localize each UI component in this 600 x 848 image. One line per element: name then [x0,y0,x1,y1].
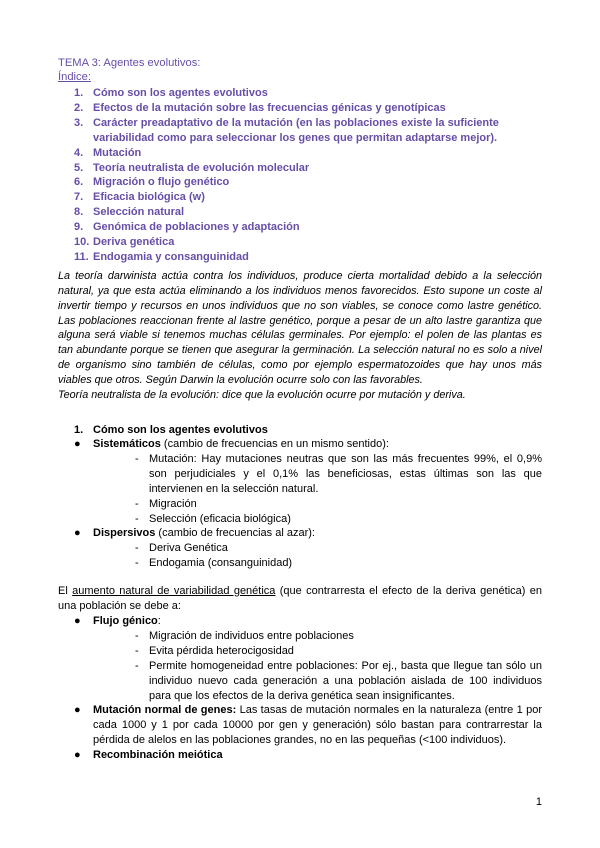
intro-paragraph [58,269,542,403]
sub-item: - Mutación: Hay mutaciones neutras que son las más frecuentes 99%, el 0,9% son perjudiciales y el 0,1% las beneficiosas, estas últimas son las que intervienen en la selección natural. [135,452,542,495]
list-item: ● Sistemáticos (cambio de frecuencias en un mismo sentido): - Mutación: Hay mutaciones neutras que son las más frecuentes 99%, el 0,9% son perjudiciales y el 0,1% las beneficiosas, estas últimas son las que intervienen en la selección natural. - Migración - Selección (eficacia biológica) [74,438,542,525]
bullet-icon: ● [74,749,81,762]
toc-item: 9. Genómica de poblaciones y adaptación [74,221,300,234]
sub-item: - Permite homogeneidad entre poblaciones: Por ej., basta que llegue tan sólo un individuo nuevo cada generación a una población aislada de 100 individuos para que los efectos de la deriva genética sean insignificantes. [135,659,542,702]
list-item: ● Recombinación meiótica [74,749,223,762]
section-heading: 1. Cómo son los agentes evolutivos [74,424,268,436]
agent-types-list [74,437,542,571]
toc-item: 8. Selección natural [74,206,185,219]
table-of-contents [74,86,534,265]
bullet-icon: ● [74,615,81,627]
sub-item: - Migración [135,497,197,510]
sub-item: - Endogamia (consanguinidad) [135,557,293,570]
index-heading: Índice: [58,71,91,83]
document-title: TEMA 3: Agentes evolutivos: [58,57,201,69]
toc-item: 5. Teoría neutralista de evolución molecular [74,161,310,174]
toc-item: 1. Cómo son los agentes evolutivos [74,87,268,99]
toc-item: 10. Deriva genética [74,236,175,249]
toc-item: 11. Endogamia y consanguinidad [74,250,249,263]
neutral-theory-text: Teoría neutralista de la evolución: dice que la evolución ocurre por mutación y deriva. [58,388,466,401]
toc-item: 7. Eficacia biológica (w) [74,191,205,204]
list-item: ● Dispersivos (cambio de frecuencias al azar): - Deriva Genética - Endogamia (consanguinidad) [74,526,542,571]
toc-item: 3. Carácter preadaptativo de la mutación (en las poblaciones existe la suficiente variabilidad como para seleccionar los genes que permitan adaptarse mejor). [74,116,499,144]
page-number: 1 [535,796,542,808]
bullet-icon: ● [74,438,81,450]
sub-item: - Selección (eficacia biológica) [135,512,291,525]
intro-text: La teoría darwinista actúa contra los individuos, produce cierta mortalidad debido a la selección natural, ya que esta actúa eliminando a los individuos menos favorecidos. Esto supone un coste al invertir tiempo y recursos en unos individuos que no son viables, se conoce como lastre genético. Las poblaciones reaccionan frente al lastre genético, porque a pesar de un alto lastre garantiza que alguna será viable si tenemos muchas células germinales. Por ejemplo: el polen de las plantas es tan abundante porque se tienen que asegurar la germinación. La selección natural no es solo a nivel de organismo sino también de células, como por ejemplo espermatozoides que hay unos más viables que otros. Según Darwin la evolución ocurre solo con las favorables. [58,270,542,386]
list-item: ● Mutación normal de genes: Las tasas de mutación normales en la naturaleza (entre 1 por cada 1000 y 1 por cada 10000 por gen y generación) sólo bastan para contrarrestar la pérdida de alelos en las poblaciones grandes, no en las pequeñas (<100 individuos). [74,704,542,747]
toc-item: 4. Mutación [74,146,142,159]
sub-item: - Migración de individuos entre poblaciones [135,629,354,642]
list-item: ● Flujo génico: - Migración de individuos entre poblaciones - Evita pérdida heterocigosidad - Permite homogeneidad entre poblaciones: Por ej., basta que llegue tan sólo un individuo nuevo cada generación a una población aislada de 100 individuos para que los efectos de la deriva genética sean insignificantes. [74,615,542,702]
variability-causes-list [74,614,542,763]
bullet-icon: ● [74,527,81,540]
toc-item: 2. Efectos de la mutación sobre las frecuencias génicas y genotípicas [74,101,446,114]
sub-item: - Deriva Genética [135,542,228,555]
sub-item: - Evita pérdida heterocigosidad [135,644,294,657]
variability-paragraph: El aumento natural de variabilidad genética (que contrarresta el efecto de la deriva genética) en una población se debe a: [58,585,542,612]
bullet-icon: ● [74,704,81,717]
toc-item: 6. Migración o flujo genético [74,176,230,189]
